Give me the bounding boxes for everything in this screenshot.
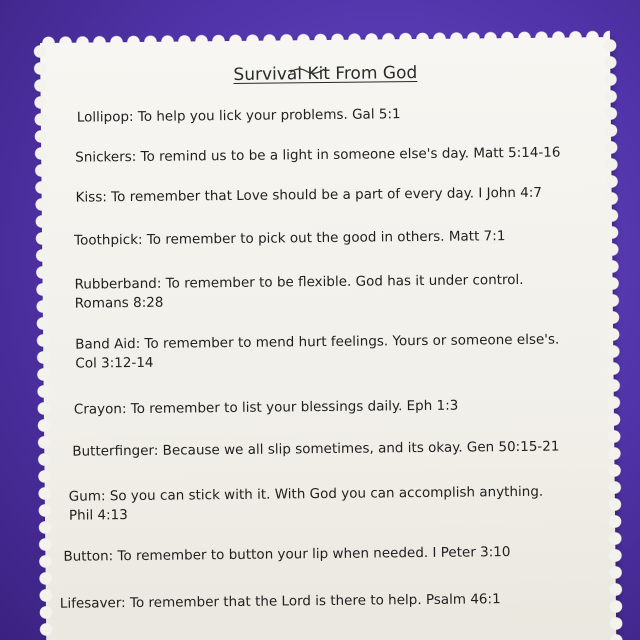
list-item-butterfinger: Butterfinger: Because we all slip sometimes, and its okay. Gen 50:15-21 bbox=[72, 438, 560, 460]
list-item-lollipop: Lollipop: To help you lick your problems. Gal 5:1 bbox=[76, 106, 401, 126]
list-item-lifesaver: Lifesaver: To remember that the Lord is there to help. Psalm 46:1 bbox=[59, 591, 501, 612]
list-item-toothpick: Toothpick: To remember to pick out the good in others. Matt 7:1 bbox=[74, 228, 506, 249]
list-item-gum: Gum: So you can stick with it. With God you can accomplish anything. Phil 4:13 bbox=[68, 483, 544, 524]
list-item-snickers: Snickers: To remind us to be a light in someone else's day. Matt 5:14-16 bbox=[75, 144, 561, 166]
list-item-button: Button: To remember to button your lip when needed. I Peter 3:10 bbox=[63, 544, 511, 565]
list-item-band-aid: Band Aid: To remember to mend hurt feelings. Yours or someone else's. Col 3:12-14 bbox=[75, 331, 560, 372]
handwritten-correction-mark bbox=[288, 64, 328, 78]
paper-sheet bbox=[40, 37, 617, 640]
list-item-crayon: Crayon: To remember to list your blessings daily. Eph 1:3 bbox=[73, 397, 459, 418]
list-item-kiss: Kiss: To remember that Love should be a part of every day. I John 4:7 bbox=[75, 184, 543, 206]
page-title: Survival Kit From God bbox=[233, 63, 418, 85]
list-item-rubberband: Rubberband: To remember to be flexible. God has it under control. Romans 8:28 bbox=[74, 271, 524, 312]
